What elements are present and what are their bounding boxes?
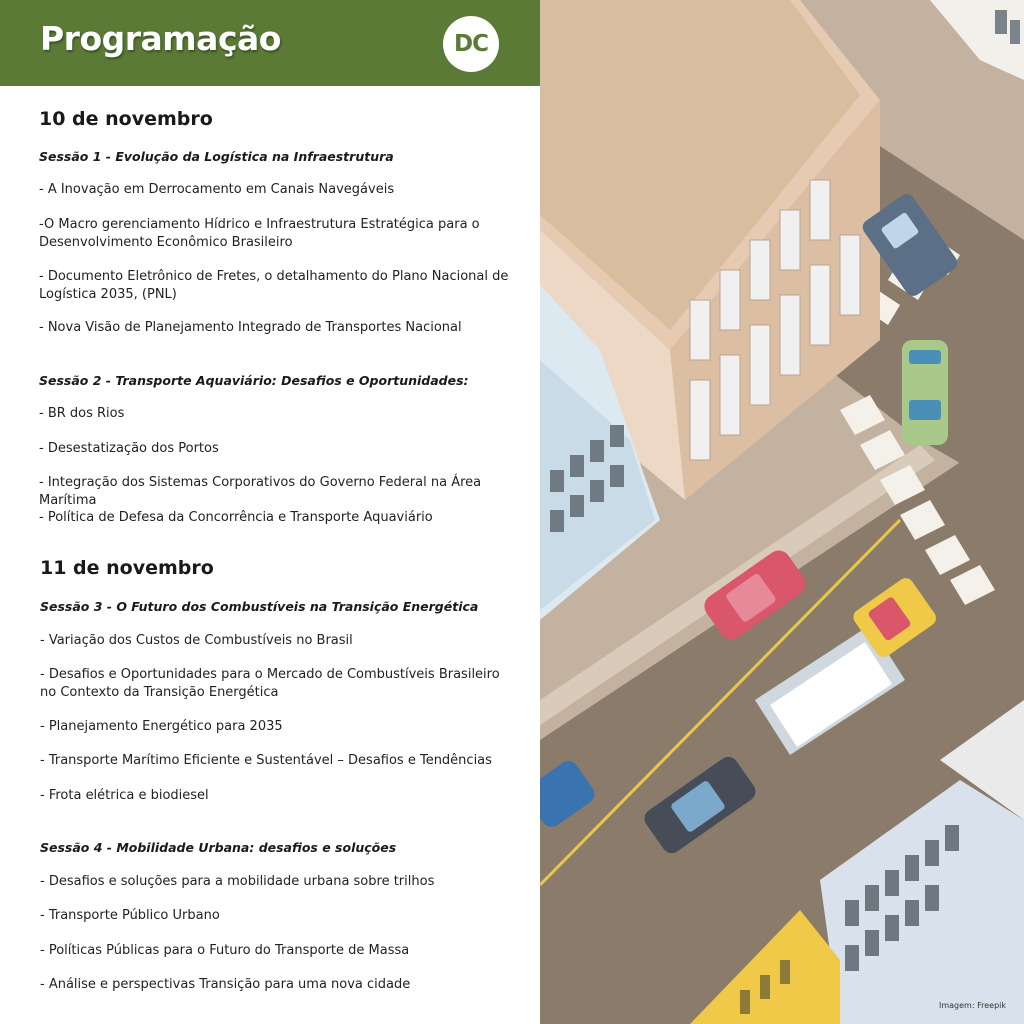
session-title-3: Sessão 3 - O Futuro dos Combustíveis na Transição Energética xyxy=(40,599,479,614)
list-item: - Frota elétrica e biodiesel xyxy=(40,788,209,803)
list-item: - Transporte Marítimo Eficiente e Sustentável – Desafios e Tendências xyxy=(40,753,492,768)
list-item: - Integração dos Sistemas Corporativos do Governo Federal na Área Marítima xyxy=(39,475,482,508)
list-item: - Documento Eletrônico de Fretes, o detalhamento do Plano Nacional de Logística 2035, (PNL) xyxy=(39,269,509,302)
city-illustration xyxy=(540,0,1024,1024)
list-item: -O Macro gerenciamento Hídrico e Infraestrutura Estratégica para o Desenvolvimento Econômico Brasileiro xyxy=(39,217,480,250)
list-item: - Variação dos Custos de Combustíveis no Brasil xyxy=(40,633,353,648)
day-heading-1: 10 de novembro xyxy=(39,108,213,130)
logo-text: DC xyxy=(454,31,488,57)
session-title-4: Sessão 4 - Mobilidade Urbana: desafios e soluções xyxy=(40,840,397,855)
list-item: - A Inovação em Derrocamento em Canais Navegáveis xyxy=(39,182,395,197)
list-item: - Políticas Públicas para o Futuro do Transporte de Massa xyxy=(40,943,410,958)
list-item: - Planejamento Energético para 2035 xyxy=(40,719,283,734)
list-item: - Nova Visão de Planejamento Integrado de Transportes Nacional xyxy=(39,320,462,335)
session-title-2: Sessão 2 - Transporte Aquaviário: Desafios e Oportunidades: xyxy=(39,373,469,388)
day-heading-2: 11 de novembro xyxy=(40,557,214,579)
list-item: - Desestatização dos Portos xyxy=(39,441,219,456)
list-item: - BR dos Rios xyxy=(39,406,125,421)
car-green xyxy=(902,340,948,445)
header-bar xyxy=(0,0,540,86)
list-item: - Transporte Público Urbano xyxy=(40,908,220,923)
list-item: - Política de Defesa da Concorrência e Transporte Aquaviário xyxy=(39,510,433,525)
session-title-1: Sessão 1 - Evolução da Logística na Infraestrutura xyxy=(39,149,394,164)
list-item: - Análise e perspectivas Transição para uma nova cidade xyxy=(40,977,411,992)
image-credit: Imagem: Freepik xyxy=(939,1001,1006,1010)
list-item: - Desafios e soluções para a mobilidade urbana sobre trilhos xyxy=(40,874,435,889)
page-title: Programação xyxy=(40,19,281,58)
dc-logo xyxy=(443,16,499,72)
list-item: - Desafios e Oportunidades para o Mercado de Combustíveis Brasileiro no Contexto da Transição Energética xyxy=(40,667,500,700)
